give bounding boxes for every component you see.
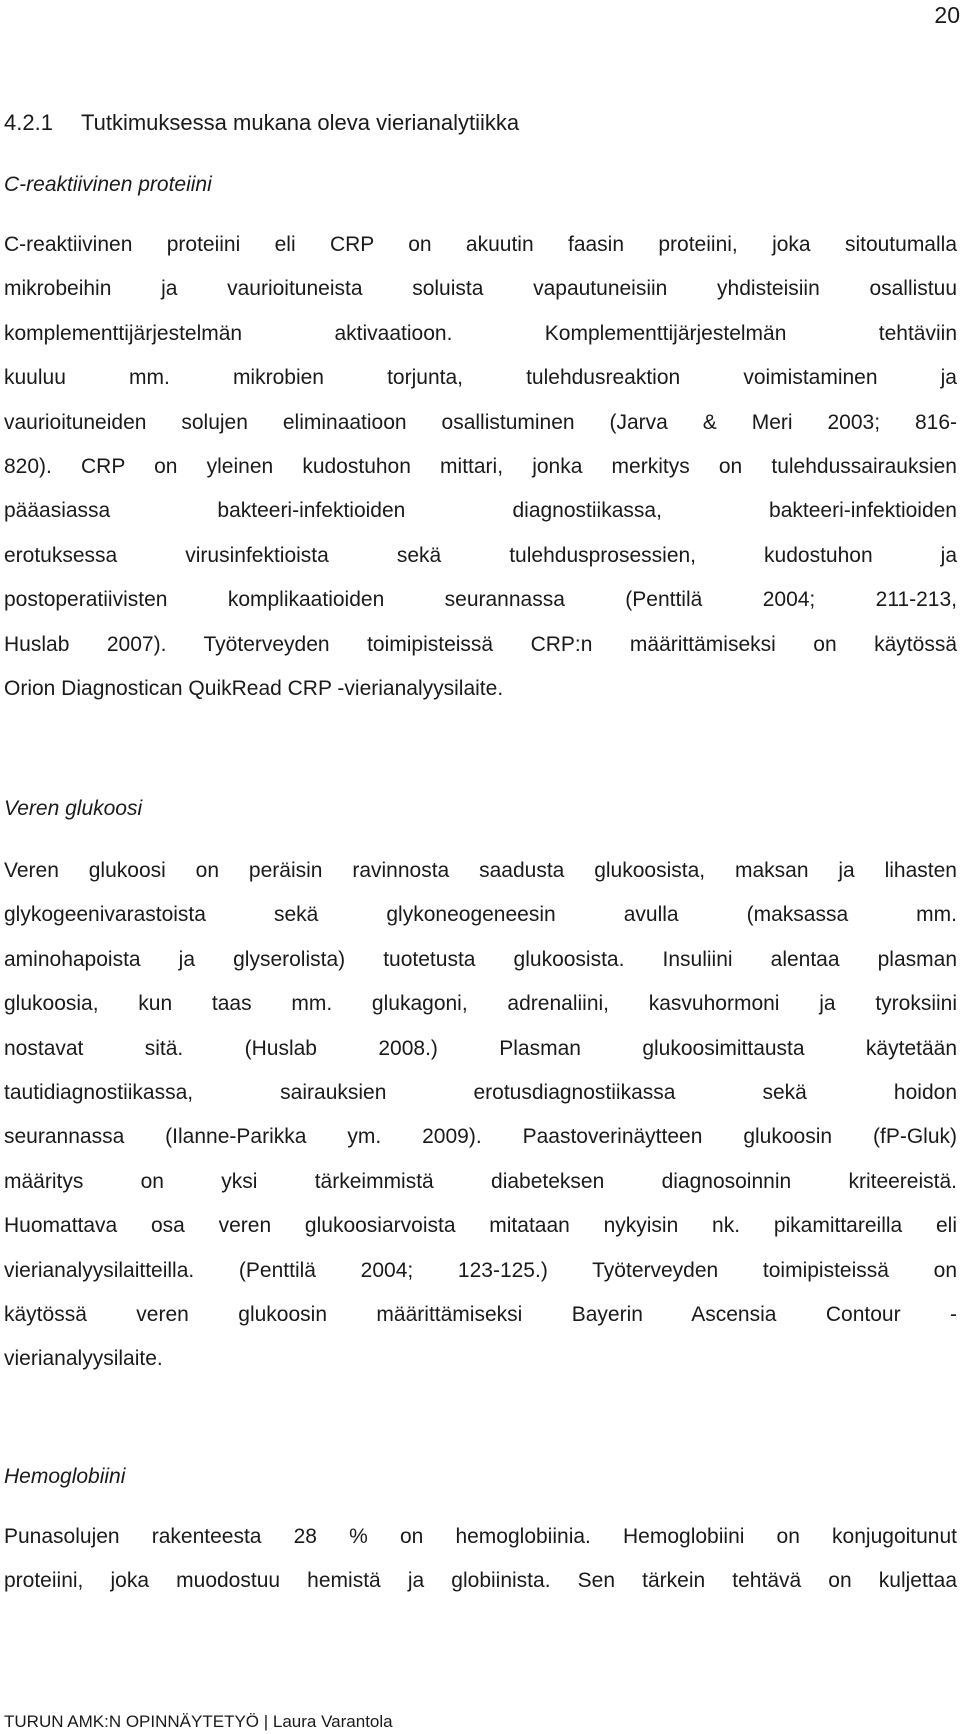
page-number: 20 — [934, 2, 960, 28]
paragraph-line: Orion Diagnostican QuikRead CRP -vierianalyysilaite. — [4, 677, 504, 701]
paragraph-line: postoperatiivisten komplikaatioiden seurannassa (Penttilä 2004; 211-213, — [4, 588, 957, 612]
paragraph-line: proteiini, joka muodostuu hemistä ja globiinista. Sen tärkein tehtävä on kuljettaa — [4, 1569, 957, 1593]
hemoglobin-heading: Hemoglobiini — [4, 1465, 126, 1488]
paragraph-line: glykogeenivarastoista sekä glykoneogeneesin avulla (maksassa mm. — [4, 903, 957, 927]
paragraph-line: seurannassa (Ilanne-Parikka ym. 2009). Paastoverinäytteen glukoosin (fP-Gluk) — [4, 1125, 957, 1149]
paragraph-line: komplementtijärjestelmän aktivaatioon. Komplementtijärjestelmän tehtäviin — [4, 321, 957, 345]
paragraph-line: C-reaktiivinen proteiini eli CRP on akuutin faasin proteiini, joka sitoutumalla — [4, 233, 957, 256]
paragraph-line: pääasiassa bakteeri-infektioiden diagnostiikassa, bakteeri-infektioiden — [4, 499, 957, 523]
section-number: 4.2.1 — [4, 110, 53, 135]
paragraph-line: 820). CRP on yleinen kudostuhon mittari, jonka merkitys on tulehdussairauksien — [4, 455, 957, 479]
paragraph-line: Huomattava osa veren glukoosiarvoista mitataan nykyisin nk. pikamittareilla eli — [4, 1214, 957, 1238]
paragraph-line: Veren glukoosi on peräisin ravinnosta saadusta glukoosista, maksan ja lihasten — [4, 859, 957, 882]
paragraph-line: käytössä veren glukoosin määrittämiseksi Bayerin Ascensia Contour - — [4, 1303, 957, 1327]
paragraph-line: Huslab 2007). Työterveyden toimipisteissä CRP:n määrittämiseksi on käytössä — [4, 632, 957, 656]
section-heading — [4, 108, 519, 138]
paragraph-line: vierianalyysilaitteilla. (Penttilä 2004; 123-125.) Työterveyden toimipisteissä on — [4, 1258, 957, 1282]
glucose-heading: Veren glukoosi — [4, 797, 143, 820]
footer: TURUN AMK:N OPINNÄYTETYÖ | Laura Varantola — [4, 1712, 393, 1731]
paragraph-line: aminohapoista ja glyserolista) tuotetusta glukoosista. Insuliini alentaa plasman — [4, 947, 957, 971]
paragraph-line: määritys on yksi tärkeimmistä diabeteksen diagnosoinnin kriteereistä. — [4, 1169, 957, 1193]
paragraph-line: Punasolujen rakenteesta 28 % on hemoglobiinia. Hemoglobiini on konjugoitunut — [4, 1525, 957, 1548]
paragraph-line: mikrobeihin ja vaurioituneista soluista vapautuneisiin yhdisteisiin osallistuu — [4, 277, 957, 301]
crp-paragraph — [4, 223, 957, 711]
crp-heading: C-reaktiivinen proteiini — [4, 173, 212, 196]
paragraph-line: kuuluu mm. mikrobien torjunta, tulehdusreaktion voimistaminen ja — [4, 366, 957, 390]
paragraph-line: erotuksessa virusinfektioista sekä tulehdusprosessien, kudostuhon ja — [4, 543, 957, 567]
glucose-paragraph — [4, 849, 957, 1382]
paragraph-line: vierianalyysilaite. — [4, 1347, 163, 1371]
section-title: Tutkimuksessa mukana oleva vierianalytiikka — [81, 110, 520, 135]
paragraph-line: vaurioituneiden solujen eliminaatioon osallistuminen (Jarva & Meri 2003; 816- — [4, 410, 957, 434]
hemoglobin-paragraph — [4, 1515, 957, 1604]
paragraph-line: tautidiagnostiikassa, sairauksien erotusdiagnostiikassa sekä hoidon — [4, 1081, 957, 1105]
paragraph-line: nostavat sitä. (Huslab 2008.) Plasman glukoosimittausta käytetään — [4, 1036, 957, 1060]
paragraph-line: glukoosia, kun taas mm. glukagoni, adrenaliini, kasvuhormoni ja tyroksiini — [4, 992, 957, 1016]
